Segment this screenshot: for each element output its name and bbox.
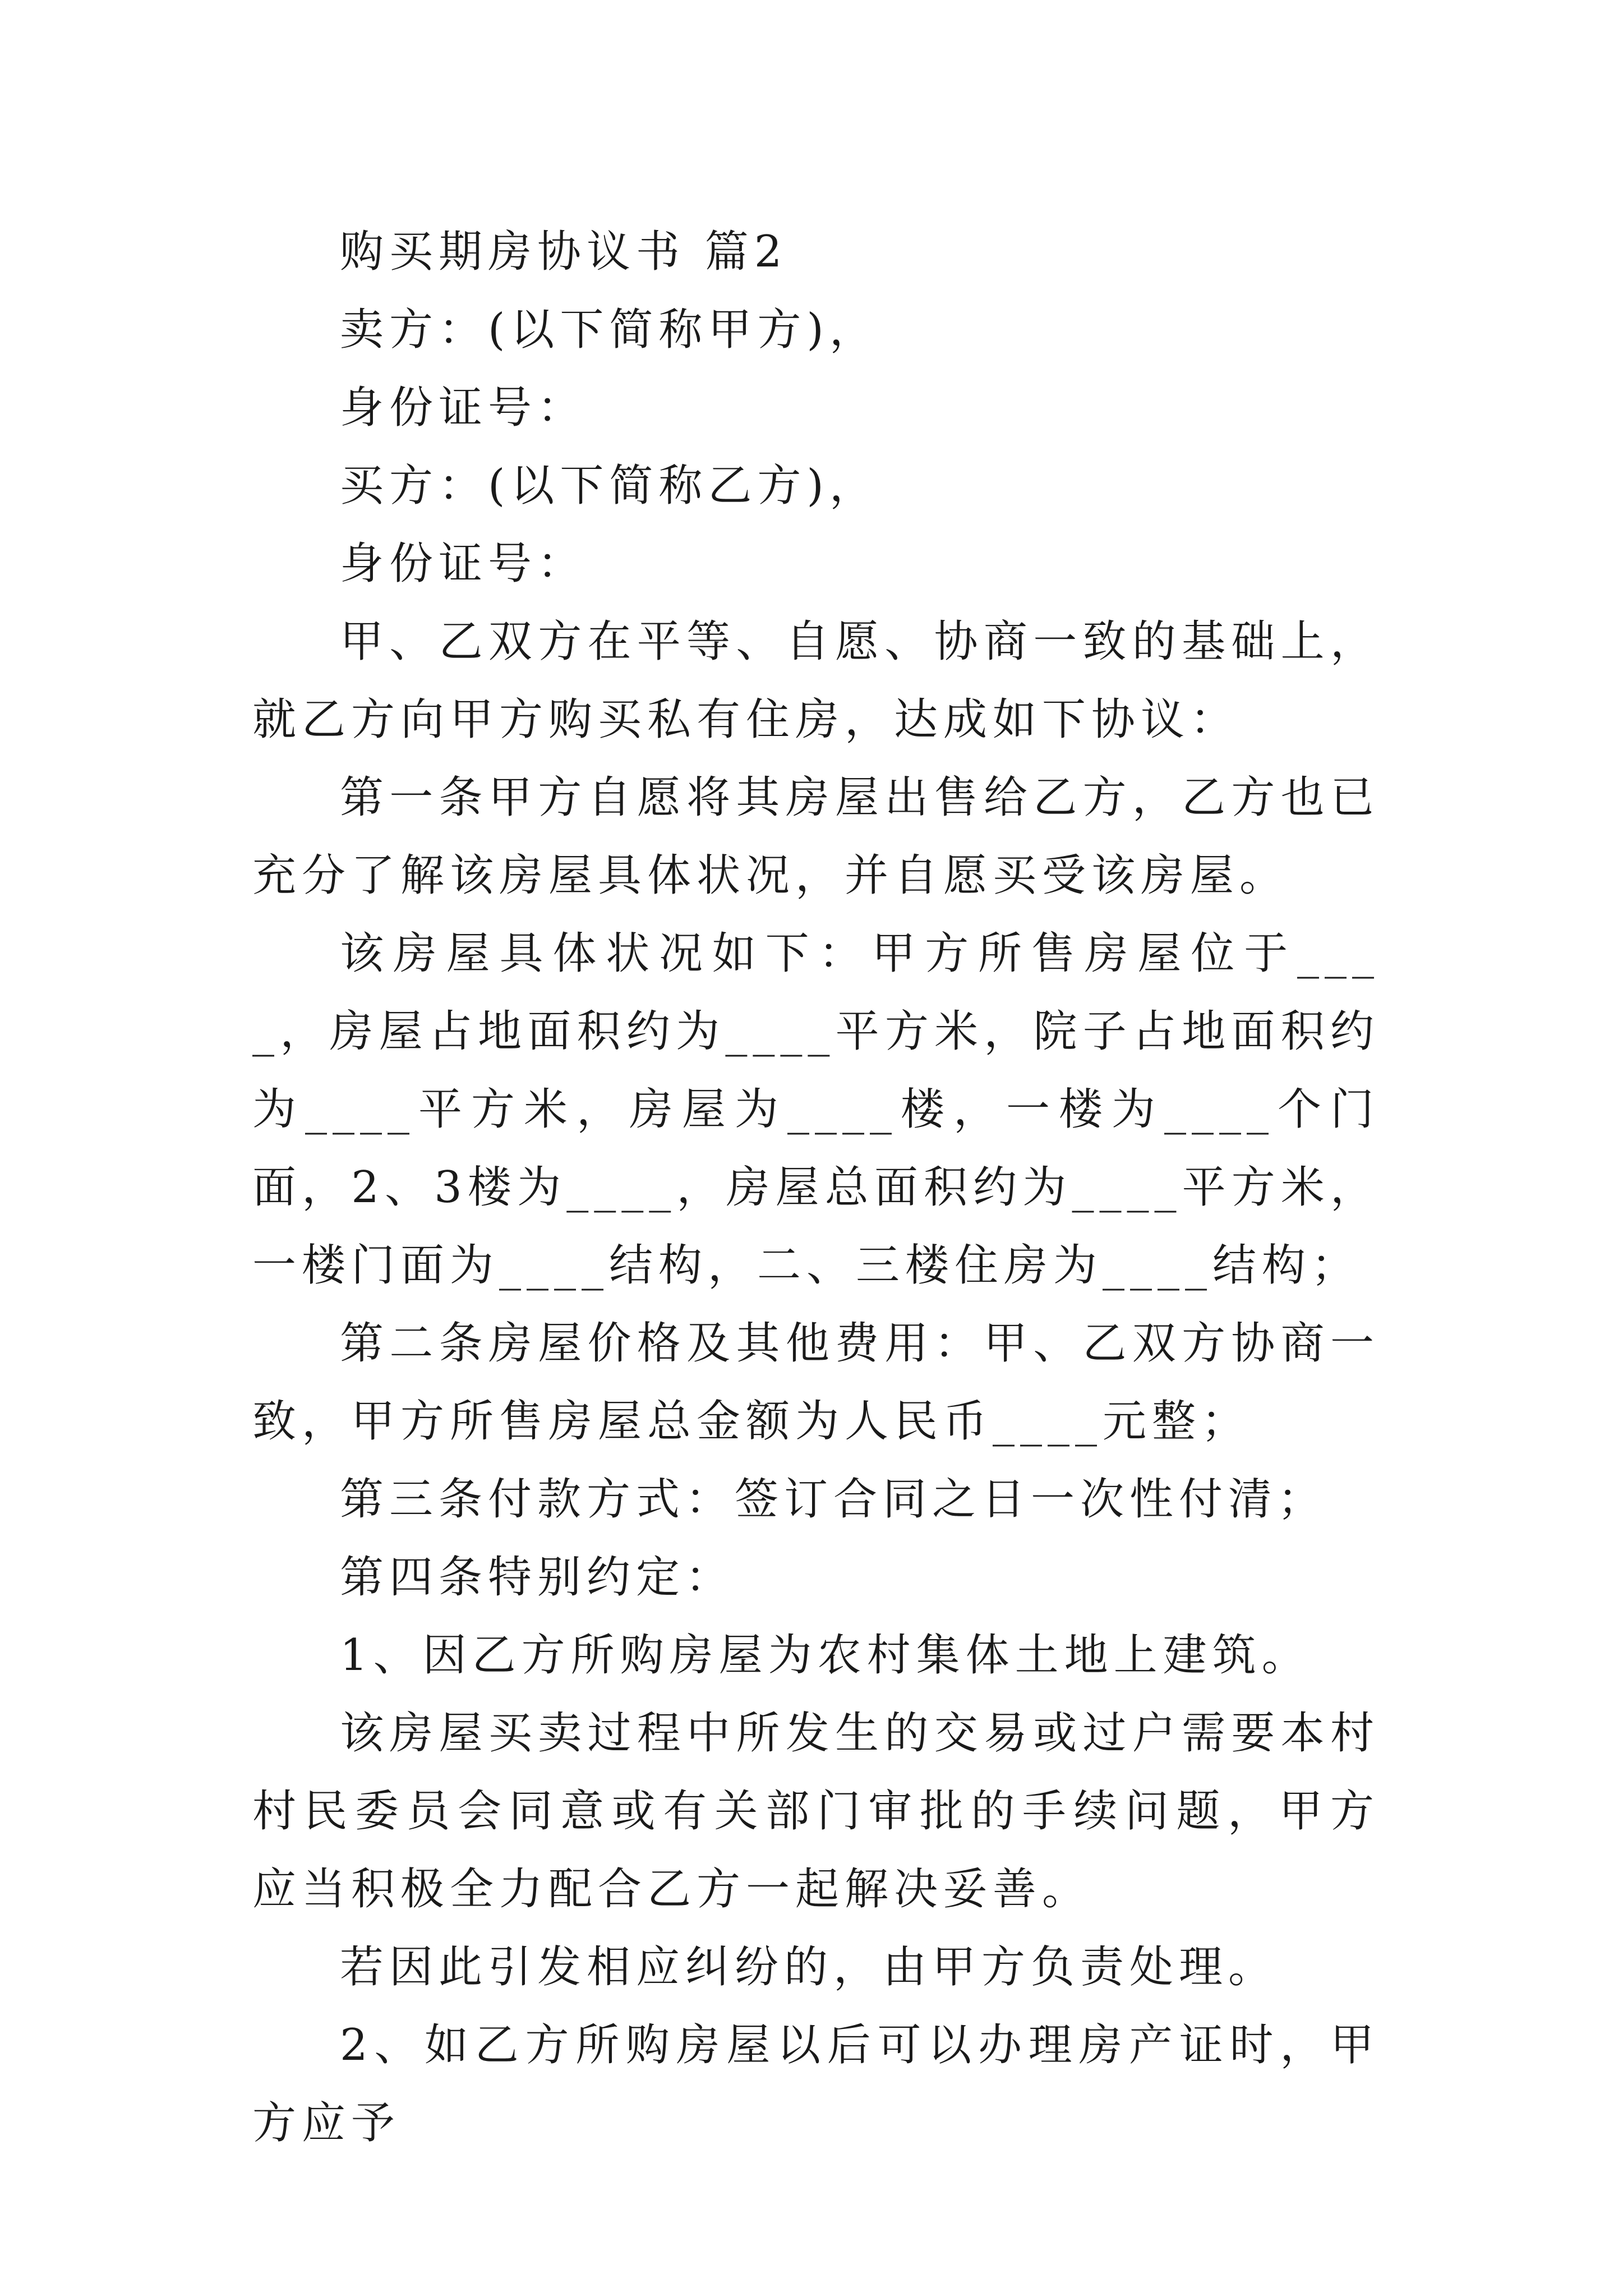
seller-line: 卖方：(以下简称甲方)， [340,305,879,355]
buyer-id-line: 身份证号： [340,539,587,589]
preamble-paragraph: 甲、乙双方在平等、自愿、协商一致的基础上，就乙方向甲方购买私有住房，达成如下协议： [252,616,1380,745]
special-term-1: 1、因乙方所购房屋为农村集体土地上建筑。 [340,1630,1311,1681]
property-details-paragraph: 该房屋具体状况如下：甲方所售房屋位于____，房屋占地面积约为____平方米，院子占地面积约为____平方米，房屋为____楼，一楼为____个门面，2、3楼为____，房屋总面积约为____平方米，一楼门面为____结构，二、三楼住房为____结构； [252,928,1380,1291]
article-2-paragraph: 第二条房屋价格及其他费用：甲、乙双方协商一致，甲方所售房屋总金额为人民币____元整； [252,1318,1380,1447]
seller-id-line: 身份证号： [340,383,587,433]
dispute-paragraph: 若因此引发相应纠纷的，由甲方负责处理。 [340,1942,1278,1993]
document-page [252,213,1380,2162]
buyer-line: 买方：(以下简称乙方)， [340,461,879,511]
article-1-paragraph: 第一条甲方自愿将其房屋出售给乙方，乙方也已充分了解该房屋具体状况，并自愿买受该房屋。 [252,772,1380,901]
transaction-approval-paragraph: 该房屋买卖过程中所发生的交易或过户需要本村村民委员会同意或有关部门审批的手续问题，甲方应当积极全力配合乙方一起解决妥善。 [252,1708,1380,1915]
special-term-2: 2、如乙方所购房屋以后可以办理房产证时，甲方应予 [252,2020,1380,2148]
article-4-heading: 第四条特别约定： [340,1552,735,1603]
document-title: 购买期房协议书 篇2 [340,227,788,277]
article-3-paragraph: 第三条付款方式：签订合同之日一次性付清； [340,1474,1327,1525]
